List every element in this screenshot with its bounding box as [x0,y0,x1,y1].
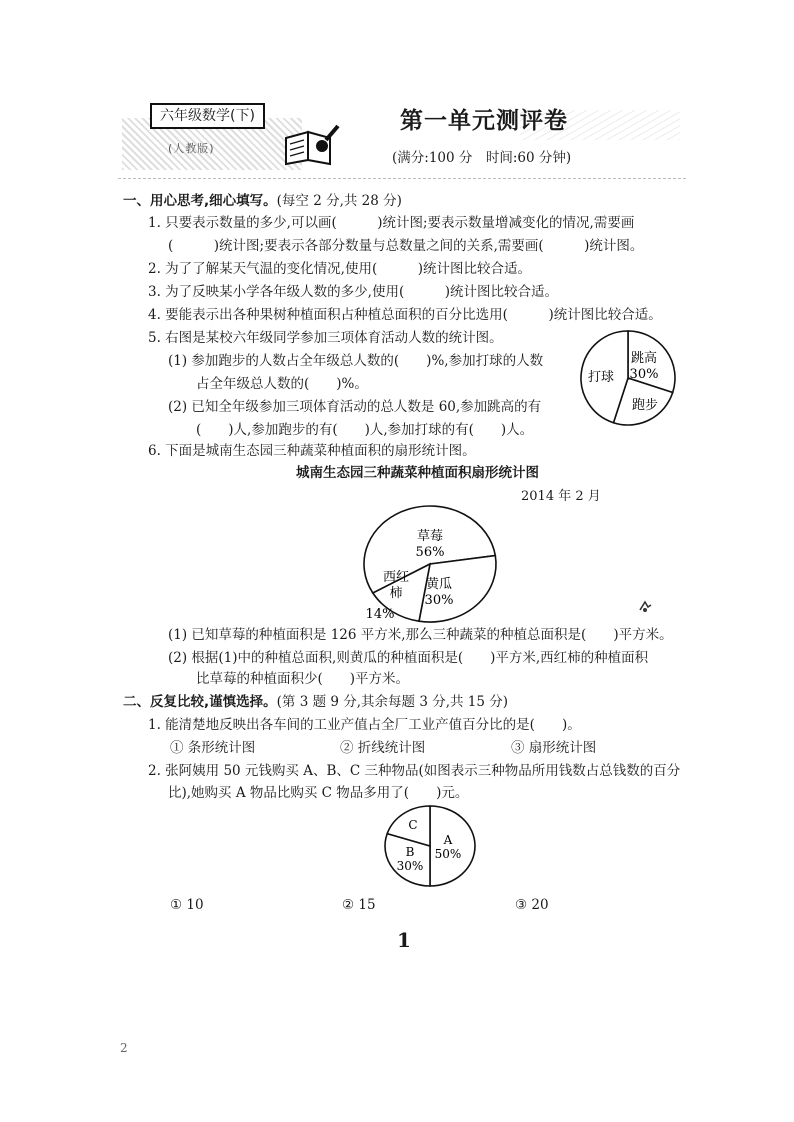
section2-question-1: 1. 能清楚地反映出各车间的工业产值占全厂工业产值百分比的是( )。 [148,717,581,733]
pie3-label-c: C [408,818,418,832]
pie3-label-b: B [405,845,415,859]
section1-score: (每空 2 分,共 28 分) [276,193,402,209]
question-5-part-1-line-1: (1) 参加跑步的人数占全年级总人数的( )%,参加打球的人数 [168,353,544,369]
abc-pie-slices [385,806,475,886]
question-1-line-1: 1. 只要表示数量的多少,可以画( )统计图;要表示数量增减变化的情况,需要画 [148,215,635,231]
question-6-part-2-line-1: (2) 根据(1)中的种植总面积,则黄瓜的种植面积是( )平方米,西红柿的种植面积 [168,650,649,666]
question-3: 3. 为了反映某小学各年级人数的多少,使用( )统计图比较合适。 [148,284,558,300]
question-5-part-2-line-2: ( )人,参加跑步的有( )人,参加打球的有( )人。 [196,422,534,438]
pie3-label-a: A [443,833,453,847]
q2-option-3: ③ 20 [515,897,549,913]
sports-pie-chart [578,328,678,428]
question-5-part-2-line-1: (2) 已知全年级参加三项体育活动的总人数是 60,参加跳高的有 [168,399,542,415]
page-number: 1 [397,928,411,952]
pie1-label-high-jump-pct: 30% [629,367,659,382]
vegetable-chart-title: 城南生态园三种蔬菜种植面积扇形统计图 [296,465,539,481]
section2-question-2-line-1: 2. 张阿姨用 50 元钱购买 A、B、C 三种物品(如图表示三种物品所用钱数占总钱数的百分 [148,763,681,779]
q2-option-1: ① 10 [170,897,204,913]
question-5-part-1-line-2: 占全年级总人数的( )%。 [196,376,368,392]
question-6-intro: 6. 下面是城南生态园三种蔬菜种植面积的扇形统计图。 [148,443,476,459]
pie3-label-a-pct: 50% [434,847,462,861]
section1-heading [123,192,402,210]
question-6-part-1: (1) 已知草莓的种植面积是 126 平方米,那么三种蔬菜的种植总面积是( )平方米。 [168,627,673,643]
pie2-label-strawberry: 草莓 [416,529,444,544]
pie1-label-ball: 打球 [587,370,615,385]
section2-title: 二、反复比较,谨慎选择。 [123,694,277,710]
pie2-label-cucumber-pct: 30% [424,593,454,608]
section2-heading [123,693,508,711]
grade-label: 六年级数学(下) [150,103,265,129]
smudge-mark [636,598,654,616]
question-2: 2. 为了了解某天气温的变化情况,使用( )统计图比较合适。 [148,261,531,277]
page-title: 第一单元测评卷 [400,108,568,134]
q2-option-2: ② 15 [342,897,376,913]
question-1-line-2: ( )统计图;要表示各部分数量与总数量之间的关系,需要画( )统计图。 [168,238,644,254]
pie2-label-tomato-1: 西红 [382,570,410,585]
edition-badge: (人教版) [168,142,215,155]
pie1-label-high-jump: 跳高 [630,351,658,366]
section2-question-2-line-2: 比),她购买 A 物品比购买 C 物品多用了( )元。 [168,785,469,801]
question-5-intro: 5. 右图是某校六年级同学参加三项体育活动人数的统计图。 [148,330,503,346]
sheet-number: 2 [120,1041,128,1055]
pie-slice-A [430,806,475,886]
pie2-label-tomato-pct: 14% [365,607,395,622]
question-6-part-2-line-2: 比草莓的种植面积少( )平方米。 [196,671,410,687]
vegetable-chart-date: 2014 年 2 月 [521,489,601,504]
exam-info: (满分:100 分 时间:60 分钟) [392,150,572,166]
pie3-label-b-pct: 30% [396,859,424,873]
q1-option-1: ① 条形统计图 [170,740,256,756]
abc-pie-chart [382,804,482,888]
section2-score: (第 3 题 9 分,其余每题 3 分,共 15 分) [276,694,509,710]
question-4: 4. 要能表示出各种果树种植面积占种植总面积的百分比选用( )统计图比较合适。 [148,307,662,323]
pie2-label-cucumber: 黄瓜 [425,577,453,592]
book-pen-icon [282,124,340,166]
q1-option-3: ③ 扇形统计图 [511,740,597,756]
vegetable-pie-chart [360,502,500,626]
pie1-label-running: 跑步 [631,398,659,413]
q1-option-2: ② 折线统计图 [340,740,426,756]
pie2-label-tomato-2: 柿 [389,586,403,601]
section1-title: 一、用心思考,细心填写。 [123,193,277,209]
pie2-label-strawberry-pct: 56% [415,545,445,560]
